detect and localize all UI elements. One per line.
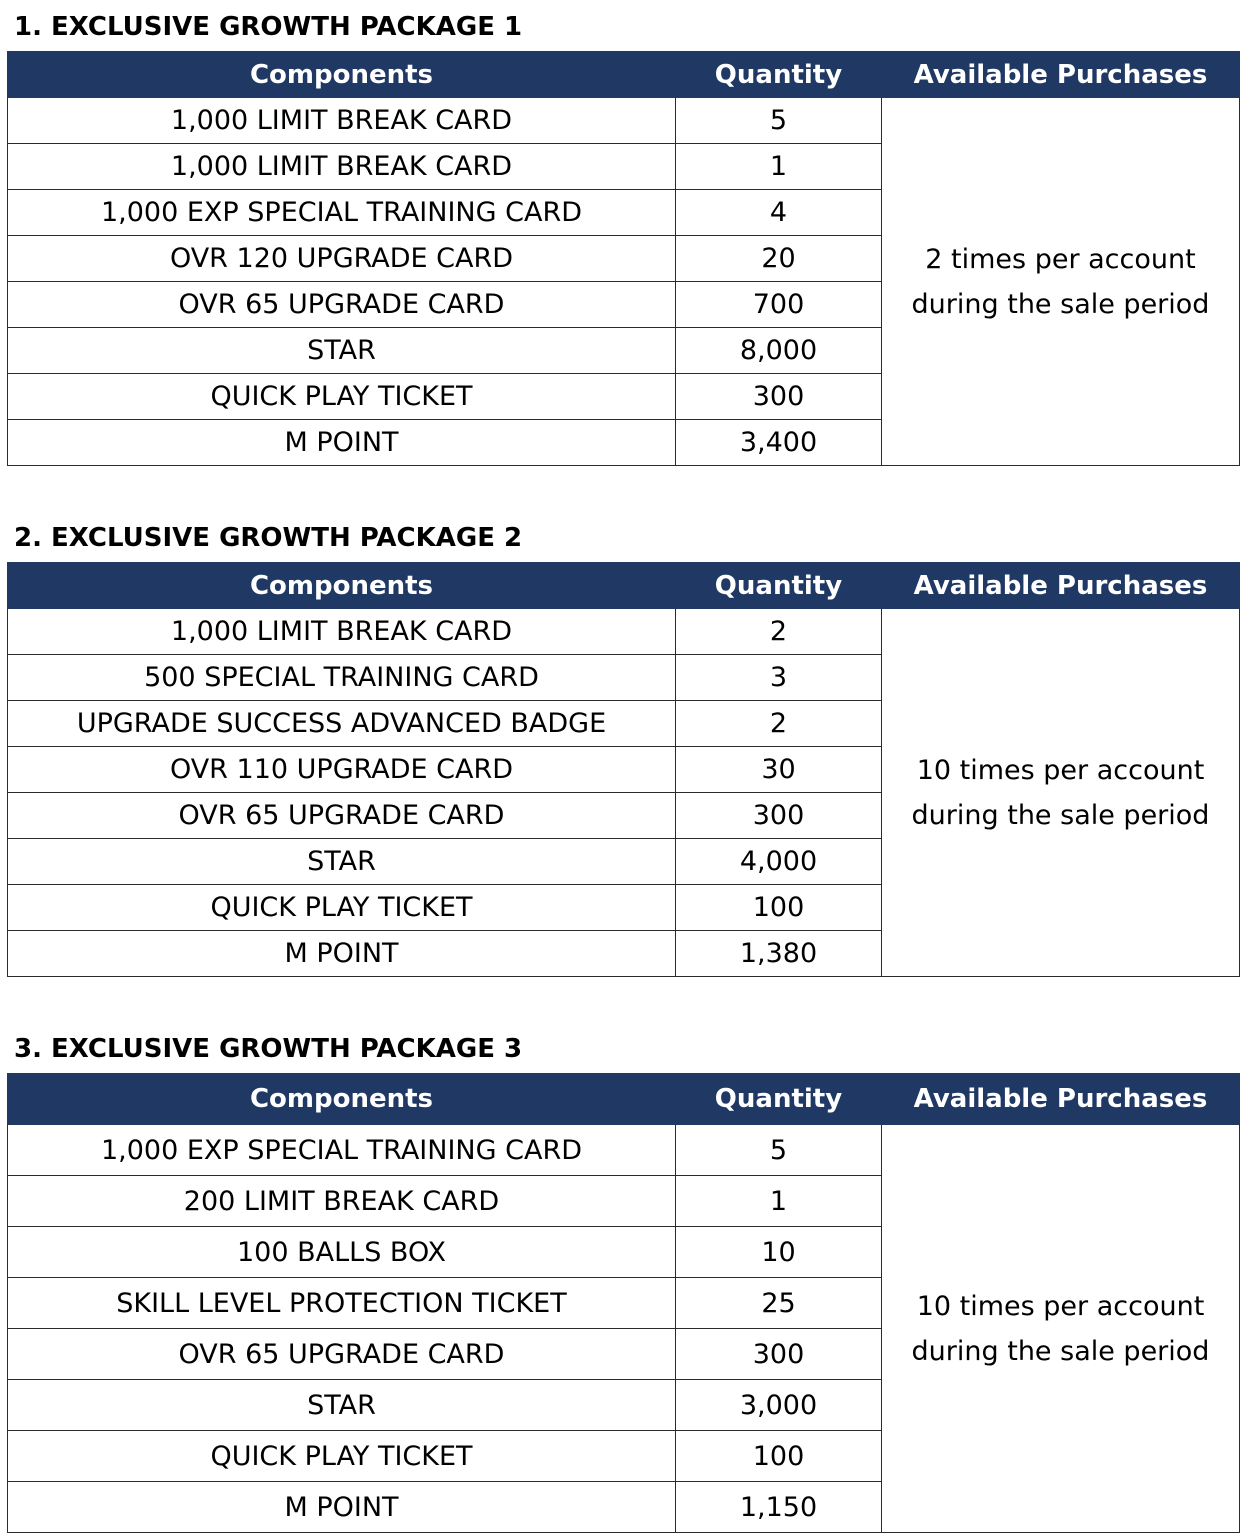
component-cell: M POINT [8,420,676,466]
package-title: 1. EXCLUSIVE GROWTH PACKAGE 1 [14,12,523,42]
quantity-cell: 300 [676,1329,882,1380]
component-cell: QUICK PLAY TICKET [8,885,676,931]
table-header-row [8,52,1240,98]
header-quantity: Quantity [676,52,882,98]
available-purchases-cell [882,98,1240,466]
quantity-cell: 2 [676,609,882,655]
component-cell: OVR 65 UPGRADE CARD [8,1329,676,1380]
available-line: 2 times per account [925,243,1196,275]
table-row [8,609,1240,655]
quantity-cell: 10 [676,1227,882,1278]
header-available-purchases: Available Purchases [882,1074,1240,1125]
package-table [7,1073,1240,1533]
quantity-cell: 8,000 [676,328,882,374]
available-line: during the sale period [911,1335,1210,1367]
component-cell: 100 BALLS BOX [8,1227,676,1278]
quantity-cell: 5 [676,1125,882,1176]
quantity-cell: 4 [676,190,882,236]
quantity-cell: 1 [676,144,882,190]
available-line: during the sale period [911,288,1210,320]
table-header-row [8,1074,1240,1125]
component-cell: OVR 65 UPGRADE CARD [8,793,676,839]
component-cell: SKILL LEVEL PROTECTION TICKET [8,1278,676,1329]
available-line: 10 times per account [916,754,1205,786]
quantity-cell: 4,000 [676,839,882,885]
header-components: Components [8,1074,676,1125]
quantity-cell: 100 [676,885,882,931]
package-title: 3. EXCLUSIVE GROWTH PACKAGE 3 [14,1034,523,1064]
component-cell: OVR 65 UPGRADE CARD [8,282,676,328]
header-components: Components [8,52,676,98]
component-cell: QUICK PLAY TICKET [8,374,676,420]
available-purchases-cell [882,1125,1240,1533]
component-cell: 1,000 EXP SPECIAL TRAINING CARD [8,1125,676,1176]
component-cell: 1,000 LIMIT BREAK CARD [8,609,676,655]
component-cell: QUICK PLAY TICKET [8,1431,676,1482]
quantity-cell: 2 [676,701,882,747]
component-cell: STAR [8,328,676,374]
quantity-cell: 3,000 [676,1380,882,1431]
quantity-cell: 1 [676,1176,882,1227]
header-available-purchases: Available Purchases [882,563,1240,609]
quantity-cell: 3,400 [676,420,882,466]
available-line: 10 times per account [916,1290,1205,1322]
available-line: during the sale period [911,799,1210,831]
quantity-cell: 20 [676,236,882,282]
quantity-cell: 1,380 [676,931,882,977]
component-cell: 1,000 LIMIT BREAK CARD [8,98,676,144]
component-cell: UPGRADE SUCCESS ADVANCED BADGE [8,701,676,747]
header-components: Components [8,563,676,609]
package-title: 2. EXCLUSIVE GROWTH PACKAGE 2 [14,523,523,553]
quantity-cell: 25 [676,1278,882,1329]
quantity-cell: 3 [676,655,882,701]
quantity-cell: 300 [676,793,882,839]
header-quantity: Quantity [676,1074,882,1125]
component-cell: M POINT [8,931,676,977]
quantity-cell: 5 [676,98,882,144]
quantity-cell: 1,150 [676,1482,882,1533]
package-table [7,51,1240,466]
header-available-purchases: Available Purchases [882,52,1240,98]
package-table [7,562,1240,977]
component-cell: STAR [8,1380,676,1431]
component-cell: 1,000 LIMIT BREAK CARD [8,144,676,190]
quantity-cell: 100 [676,1431,882,1482]
quantity-cell: 700 [676,282,882,328]
component-cell: 500 SPECIAL TRAINING CARD [8,655,676,701]
component-cell: STAR [8,839,676,885]
component-cell: 200 LIMIT BREAK CARD [8,1176,676,1227]
component-cell: M POINT [8,1482,676,1533]
table-row [8,1125,1240,1176]
table-header-row [8,563,1240,609]
quantity-cell: 30 [676,747,882,793]
available-purchases-cell [882,609,1240,977]
component-cell: 1,000 EXP SPECIAL TRAINING CARD [8,190,676,236]
header-quantity: Quantity [676,563,882,609]
component-cell: OVR 110 UPGRADE CARD [8,747,676,793]
component-cell: OVR 120 UPGRADE CARD [8,236,676,282]
quantity-cell: 300 [676,374,882,420]
table-row [8,98,1240,144]
